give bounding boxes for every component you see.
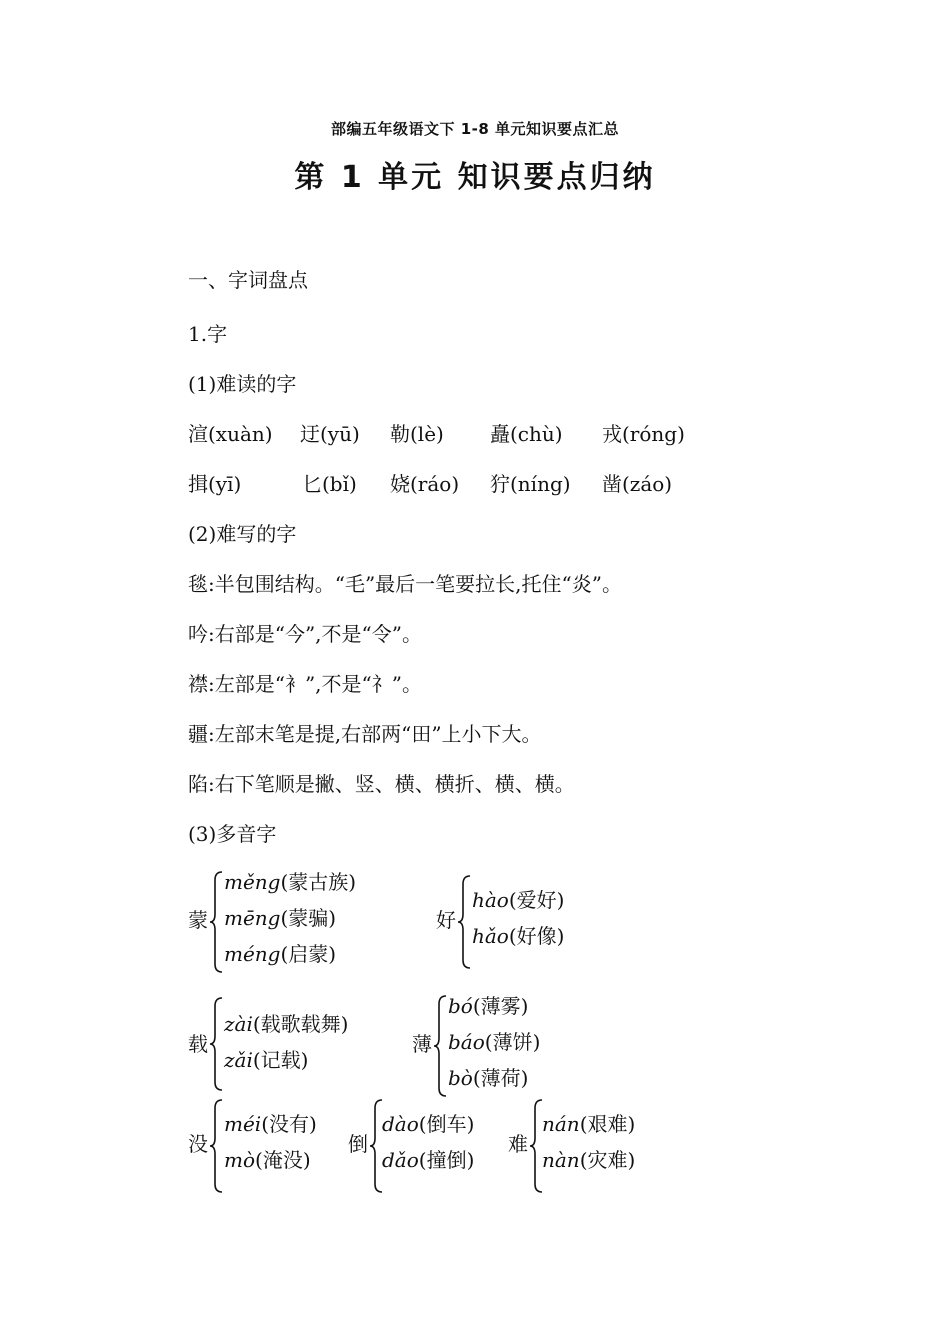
polyphone-reading: hǎo(好像) [472, 924, 565, 948]
hard-read-char: 迂(yū) [300, 422, 360, 446]
polyphone-reading: bó(薄雾) [448, 994, 529, 1018]
curly-brace-icon [456, 874, 472, 970]
polyphone-reading: nàn(灾难) [542, 1148, 636, 1172]
polyphone-char: 好 [436, 908, 456, 932]
polyphone-reading: dào(倒车) [382, 1112, 475, 1136]
unit-title: 第 1 单元 知识要点归纳 [294, 160, 656, 195]
polyphone-reading: nán(艰难) [542, 1112, 636, 1136]
hard-read-char: 戎(róng) [602, 422, 685, 446]
subsection-heading: 1.字 [188, 322, 228, 346]
polyphone-reading: měng(蒙古族) [224, 870, 357, 894]
hard-write-line: 疆:左部末笔是提,右部两“田”上小下大。 [188, 722, 542, 746]
polyphone-char: 没 [188, 1132, 208, 1156]
polyphone-reading: dǎo(撞倒) [382, 1148, 475, 1172]
polyphone-char: 倒 [348, 1132, 368, 1156]
polyphone-reading: hào(爱好) [472, 888, 565, 912]
hard-write-line: 毯:半包围结构。“毛”最后一笔要拉长,托住“炎”。 [188, 572, 622, 596]
hard-read-char: 揖(yī) [188, 472, 242, 496]
hard-read-char: 矗(chù) [490, 422, 563, 446]
polyphone-char: 薄 [412, 1032, 432, 1056]
polyphone-reading: zài(载歌载舞) [224, 1012, 349, 1036]
hard-write-line: 襟:左部是“衤”,不是“礻”。 [188, 672, 422, 696]
hard-read-char: 匕(bǐ) [302, 472, 357, 496]
curly-brace-icon [208, 996, 224, 1092]
hard-read-char: 娆(ráo) [390, 472, 460, 496]
hard-read-char: 渲(xuàn) [188, 422, 273, 446]
item-heading-hard-write: (2)难写的字 [188, 522, 297, 546]
hard-read-char: 凿(záo) [602, 472, 673, 496]
polyphone-reading: méng(启蒙) [224, 942, 337, 966]
polyphone-reading: mēng(蒙骗) [224, 906, 337, 930]
polyphone-char: 难 [508, 1132, 528, 1156]
item-heading-polyphones: (3)多音字 [188, 822, 277, 846]
polyphone-char: 蒙 [188, 908, 208, 932]
polyphone-reading: mò(淹没) [224, 1148, 311, 1172]
curly-brace-icon [208, 870, 224, 974]
section-heading: 一、字词盘点 [188, 268, 308, 292]
polyphone-reading: zǎi(记载) [224, 1048, 309, 1072]
polyphone-reading: báo(薄饼) [448, 1030, 541, 1054]
curly-brace-icon [208, 1098, 224, 1194]
polyphone-reading: méi(没有) [224, 1112, 317, 1136]
polyphone-reading: bò(薄荷) [448, 1066, 529, 1090]
hard-read-char: 勒(lè) [390, 422, 444, 446]
hard-write-line: 吟:右部是“今”,不是“令”。 [188, 622, 422, 646]
hard-read-char: 狞(níng) [490, 472, 571, 496]
curly-brace-icon [432, 994, 448, 1098]
item-heading-hard-read: (1)难读的字 [188, 372, 297, 396]
polyphone-char: 载 [188, 1032, 208, 1056]
hard-write-line: 陷:右下笔顺是撇、竖、横、横折、横、横。 [188, 772, 575, 796]
document-header: 部编五年级语文下 1-8 单元知识要点汇总 [330, 120, 620, 138]
